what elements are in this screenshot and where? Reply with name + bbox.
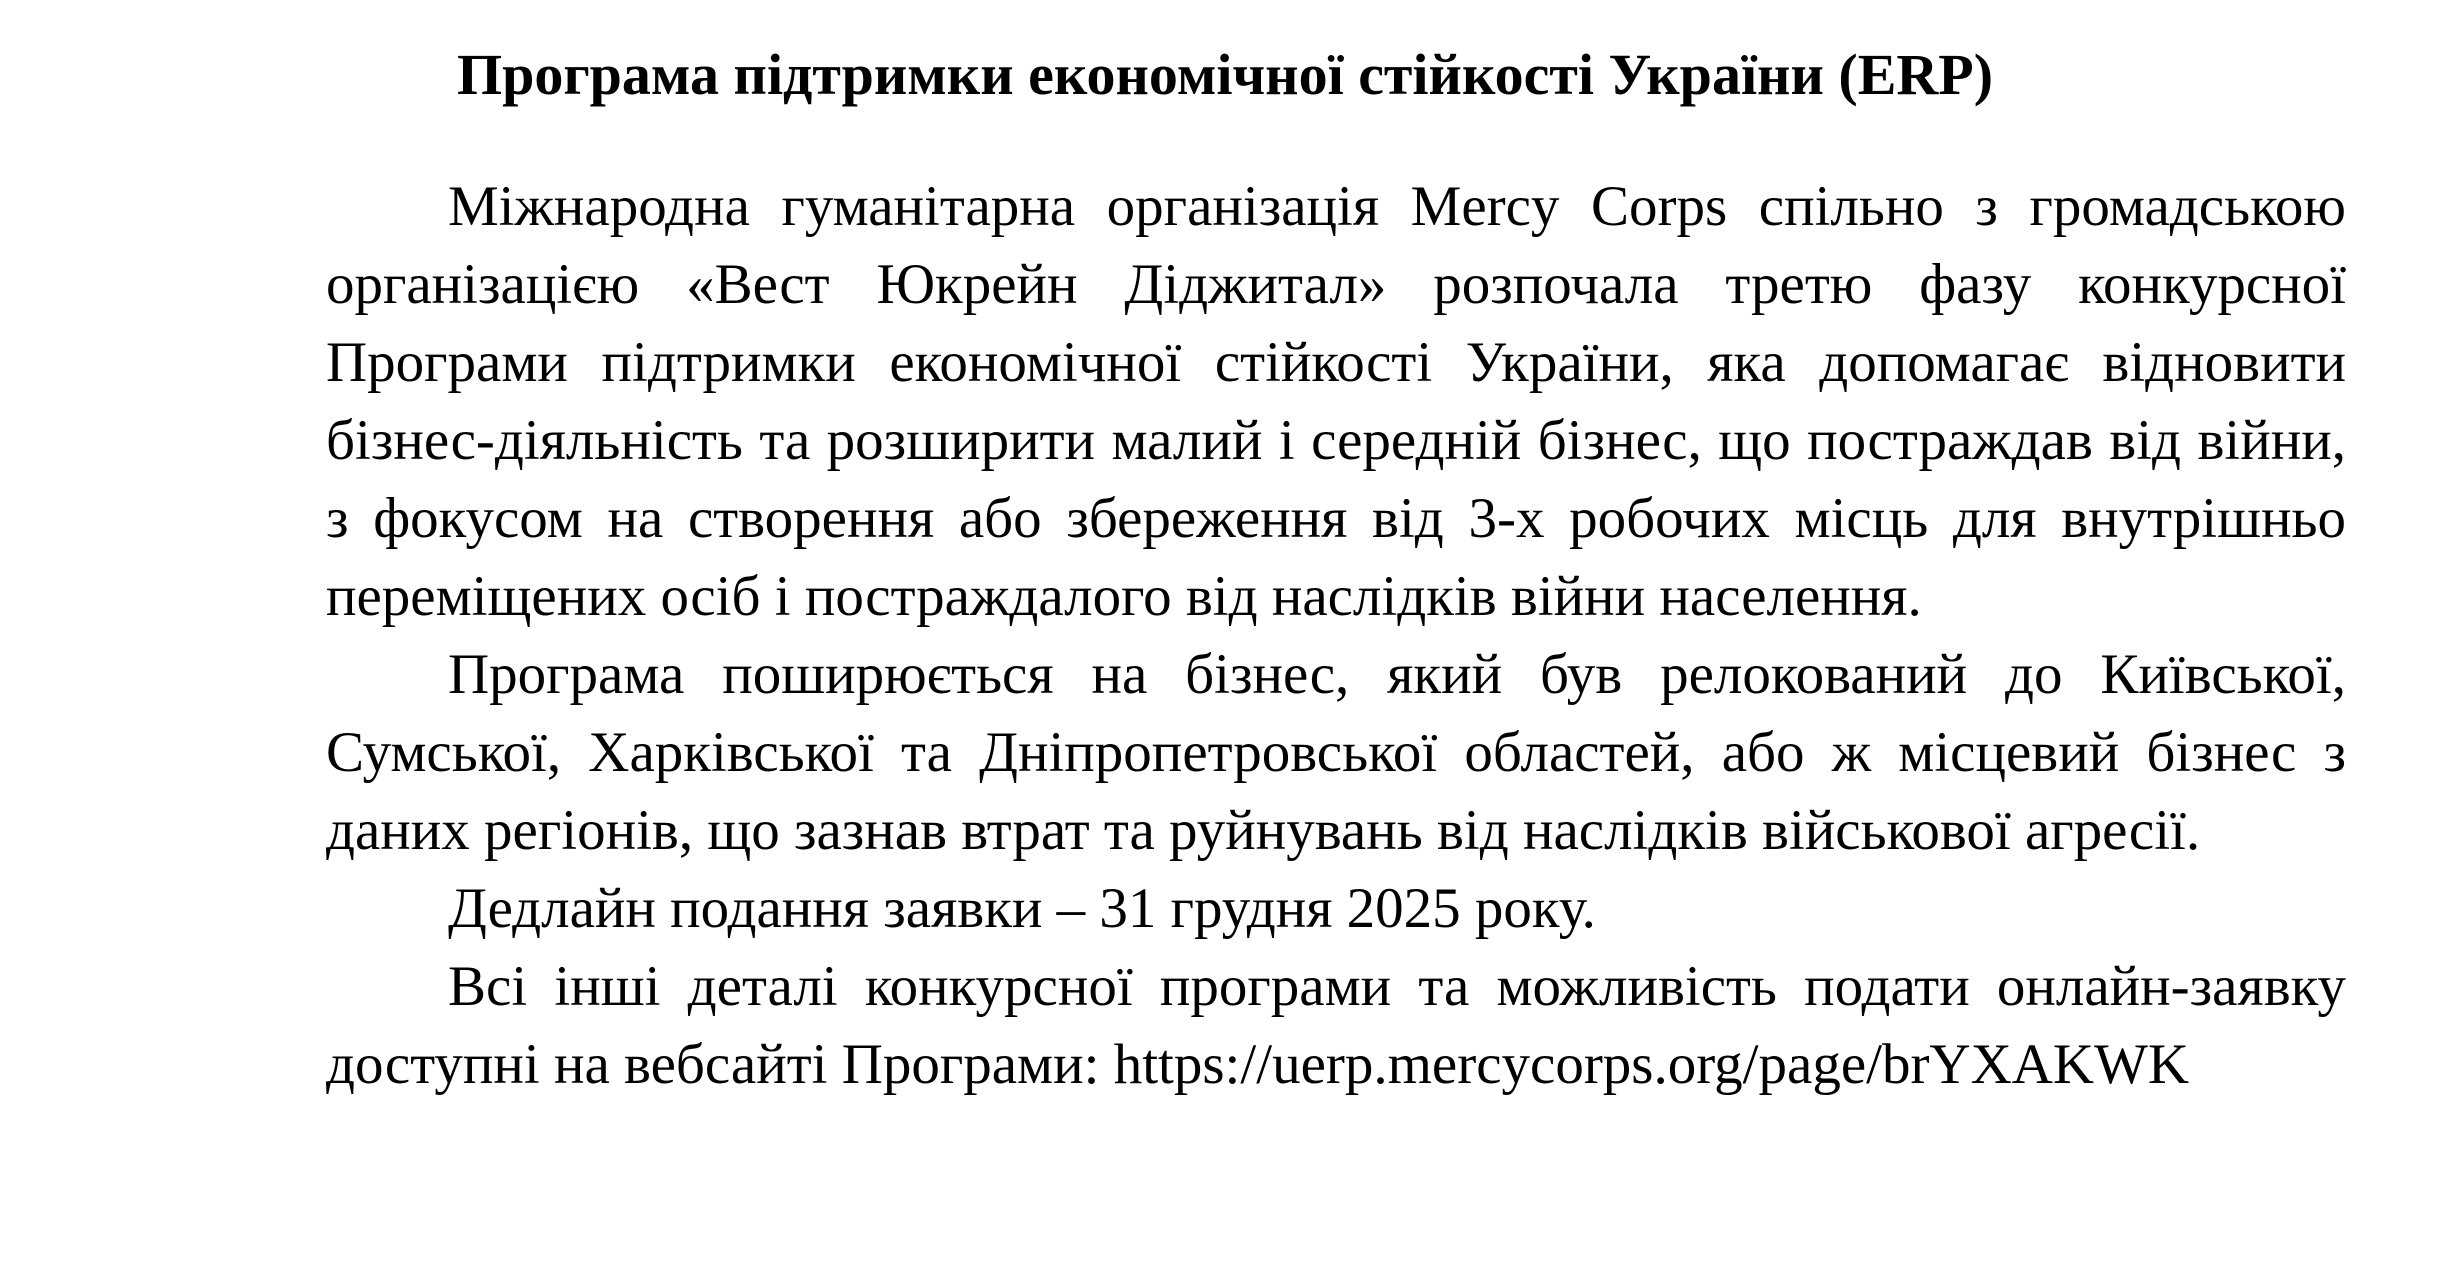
- paragraph-website-details: Всі інші деталі конкурсної програми та можливість подати онлайн-заявку доступні на вебсайті Програми: https://uerp.mercycorps.org/page/brYXAKWK: [326, 955, 2346, 1096]
- paragraph-program-regions: Програма поширюється на бізнес, який був релокований до Київської, Сумської, Харківської та Дніпропетровської областей, або ж місцевий бізнес з даних регіонів, що зазнав втрат та руйнувань від наслідків військової агресії.: [326, 643, 2346, 862]
- paragraph-deadline: Дедлайн подання заявки – 31 грудня 2025 року.: [448, 877, 1596, 940]
- document-body: [326, 168, 2346, 1104]
- paragraph-program-description: Міжнародна гуманітарна організація Mercy Corps спільно з громадською організацією «Вест Юкрейн Діджитал» розпочала третю фазу конкурсної Програми підтримки економічної стійкості України, яка допомагає відновити бізнес-діяльність та розширити малий і середній бізнес, що постраждав від війни, з фокусом на створення або збереження від 3-х робочих місць для внутрішньо переміщених осіб і постраждалого від наслідків війни населення.: [326, 175, 2346, 628]
- document-title: Програма підтримки економічної стійкості України (ERP): [456, 42, 1994, 107]
